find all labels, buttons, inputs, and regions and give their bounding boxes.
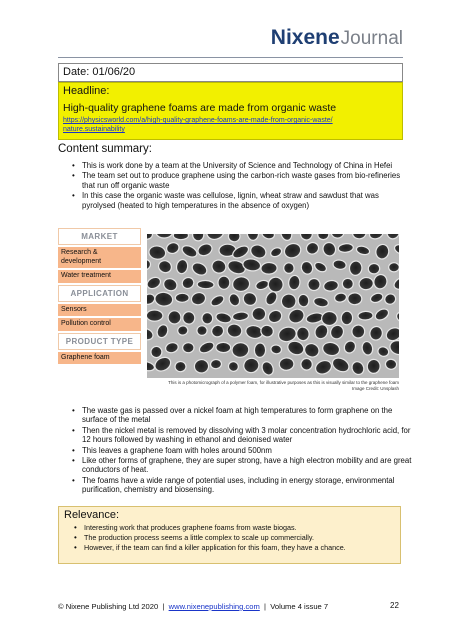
page-number: 22 xyxy=(390,601,399,610)
market-header: MARKET xyxy=(58,228,141,245)
image-caption xyxy=(147,380,399,392)
foam-pore xyxy=(201,312,213,324)
volume-info: Volume 4 issue 7 xyxy=(270,602,329,611)
foam-pore xyxy=(358,311,373,320)
list-item: • This is work done by a team at the University of Science and Technology of China in Hefei xyxy=(70,161,410,170)
list-item: • However, if the team can find a killer application for this foam, they have a chance. xyxy=(72,543,395,552)
foam-pore xyxy=(197,280,214,289)
foam-pore xyxy=(175,361,187,372)
foam-pore xyxy=(183,343,195,353)
product-type-tag: Graphene foam xyxy=(58,352,141,365)
relevance-box xyxy=(58,506,401,564)
relevance-list xyxy=(64,523,395,552)
market-tag: Research & development xyxy=(58,247,141,268)
website-link[interactable]: www.nixenepublishing.com xyxy=(168,602,260,611)
brand-logo xyxy=(271,26,403,50)
list-item: • Interesting work that produces graphene foams from waste biogas. xyxy=(72,523,395,532)
journal-link[interactable]: nature.sustainability xyxy=(63,126,125,133)
application-tag: Sensors xyxy=(58,304,141,317)
foam-pore xyxy=(254,343,266,358)
footer-separator: | xyxy=(162,602,165,611)
foam-photomicrograph xyxy=(147,234,399,378)
foam-pore xyxy=(300,358,312,371)
foam-pore xyxy=(351,325,365,339)
date-field: Date: 01/06/20 xyxy=(58,63,403,82)
list-item: • The production process seems a little complex to scale up commercially. xyxy=(72,533,395,542)
foam-pore xyxy=(182,311,195,324)
foam-pore xyxy=(173,234,188,240)
list-item: • The foams have a wide range of potential uses, including in energy storage, environmental purification, chemistry and biosensing. xyxy=(70,476,420,495)
brand-name-secondary: Journal xyxy=(340,28,403,49)
image-credit: Image Credit: Unsplash xyxy=(351,386,399,391)
foam-pore xyxy=(168,311,181,325)
headline-box xyxy=(58,82,403,140)
footer-separator: | xyxy=(264,602,267,611)
application-tag: Pollution control xyxy=(58,318,141,331)
list-item: • The waste gas is passed over a nickel foam at high temperatures to form graphene on the surface of the metal xyxy=(70,406,420,425)
page-footer xyxy=(58,602,408,611)
list-item: • Then the nickel metal is removed by dissolving with 3 molar concentration hydrochloric acid, for 12 hours followed by washing in ethanol and deionised water xyxy=(70,426,420,445)
foam-pore xyxy=(389,263,399,272)
header-divider xyxy=(58,57,403,58)
foam-pore xyxy=(175,293,189,302)
foam-pore xyxy=(284,263,295,274)
foam-pore xyxy=(367,359,381,374)
list-item: • The team set out to produce graphene using the carbon-rich waste gases from bio-refineries that run off organic waste xyxy=(70,171,410,190)
headline-label: Headline: xyxy=(63,85,110,97)
copyright-text: © Nixene Publishing Ltd 2020 xyxy=(58,602,159,611)
foam-pore xyxy=(151,346,163,358)
foam-pore xyxy=(197,325,208,335)
foam-pore xyxy=(147,310,163,321)
foam-pore xyxy=(216,342,231,352)
relevance-label: Relevance: xyxy=(64,509,120,521)
classification-sidebar xyxy=(58,228,141,366)
foam-pore xyxy=(348,293,362,305)
foam-pore xyxy=(218,276,230,289)
foam-pore xyxy=(341,311,353,325)
market-tag: Water treatment xyxy=(58,270,141,283)
source-link[interactable]: https://physicsworld.com/a/high-quality-graphene-foams-are-made-from-organic-waste/ xyxy=(63,117,333,124)
foam-pore xyxy=(261,262,278,274)
summary-list-bottom xyxy=(70,406,420,496)
foam-pore xyxy=(368,263,380,274)
foam-pore xyxy=(210,359,222,369)
list-item: • Like other forms of graphene, they are super strong, have a high electron mobility and are great conductors of heat. xyxy=(70,456,420,475)
summary-list-top xyxy=(70,161,410,211)
caption-text: This is a photomicrograph of a polymer foam, for illustrative purposes as this is visually similar to the graphene foam xyxy=(168,380,399,385)
application-header: APPLICATION xyxy=(58,285,141,302)
product-type-header: PRODUCT TYPE xyxy=(58,333,141,350)
headline-title: High-quality graphene foams are made from organic waste xyxy=(63,102,337,114)
content-summary-heading: Content summary: xyxy=(58,143,152,155)
list-item: • This leaves a graphene foam with holes around 500nm xyxy=(70,446,420,455)
brand-name-primary: Nixene xyxy=(270,26,340,49)
foam-pore xyxy=(279,357,294,370)
list-item: • In this case the organic waste was cellulose, lignin, wheat straw and sawdust that was pyrolysed (heated to high temperatures in the absence of oxygen) xyxy=(70,191,410,210)
